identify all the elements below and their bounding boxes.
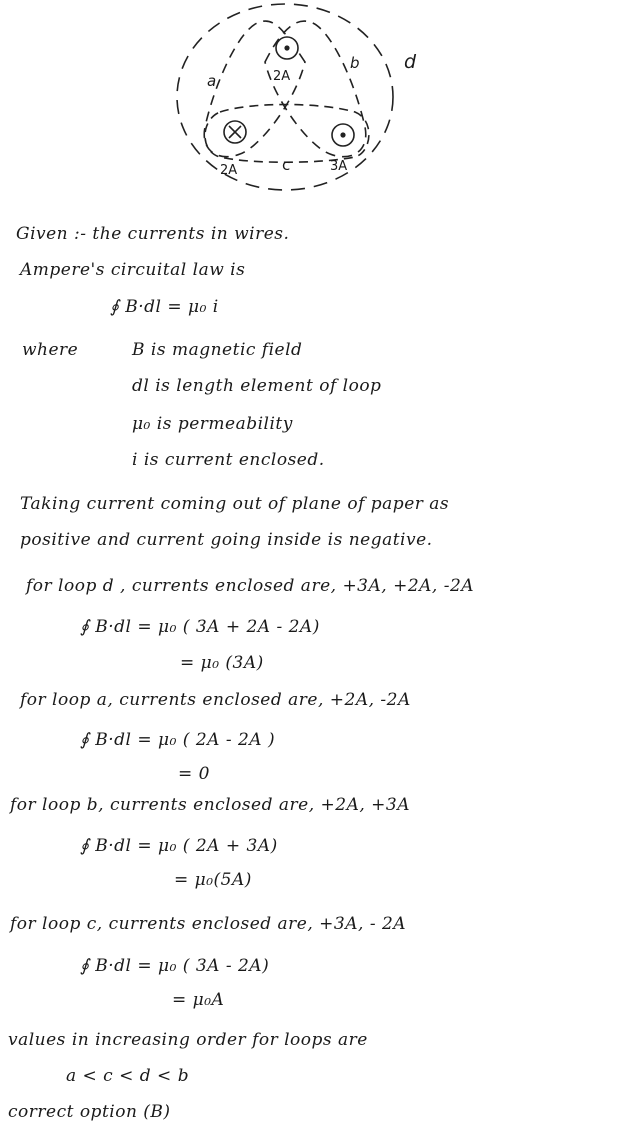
ampere-law-heading: Ampere's circuital law is [20,260,246,280]
loop-a-eq-1: ∮ B·dl = μ₀ ( 2A - 2A ) [80,730,276,750]
loop-d-eq-1: ∮ B·dl = μ₀ ( 3A + 2A - 2A) [80,617,320,637]
sign-convention-1: Taking current coming out of plane of paper as [20,494,450,514]
label-loop-d: d [404,51,417,73]
amperian-loops-diagram [160,2,430,202]
loop-d-heading: for loop d , currents enclosed are, +3A, +2A, -2A [26,576,475,596]
order-heading: values in increasing order for loops are [8,1030,368,1050]
loop-a-heading: for loop a, currents enclosed are, +2A, -2A [20,690,411,710]
loop-a-eq-2: = 0 [178,764,210,784]
sign-convention-2: positive and current going inside is negative. [20,530,433,550]
loop-b-eq-2: = μ₀(5A) [174,870,252,890]
label-loop-b: b [350,54,360,72]
wire-left-in [224,121,246,143]
loop-c-eq-2: = μ₀A [172,990,225,1010]
wire-top-out [276,37,298,59]
given-line: Given :- the currents in wires. [16,224,290,244]
loop-c-eq-1: ∮ B·dl = μ₀ ( 3A - 2A) [80,956,270,976]
label-wire-left: 2A [220,163,238,178]
label-wire-right: 3A [330,159,348,174]
def-b: B is magnetic field [132,340,303,360]
loop-b-heading: for loop b, currents enclosed are, +2A, +3A [10,795,411,815]
where-label: where [22,340,79,360]
loop-b-eq-1: ∮ B·dl = μ₀ ( 2A + 3A) [80,836,278,856]
correct-option: correct option (B) [8,1102,171,1122]
def-dl: dl is length element of loop [132,376,382,396]
ampere-law-equation: ∮ B·dl = μ₀ i [110,297,219,317]
loop-d-eq-2: = μ₀ (3A) [180,653,264,673]
def-i: i is current enclosed. [132,450,325,470]
wire-right-out [332,124,354,146]
label-loop-a: a [207,72,217,90]
label-wire-top: 2A [273,69,291,84]
def-mu0: μ₀ is permeability [132,414,293,434]
loop-c-heading: for loop c, currents enclosed are, +3A, - 2A [10,914,407,934]
label-loop-c: c [282,156,291,174]
order-result: a < c < d < b [66,1066,190,1086]
